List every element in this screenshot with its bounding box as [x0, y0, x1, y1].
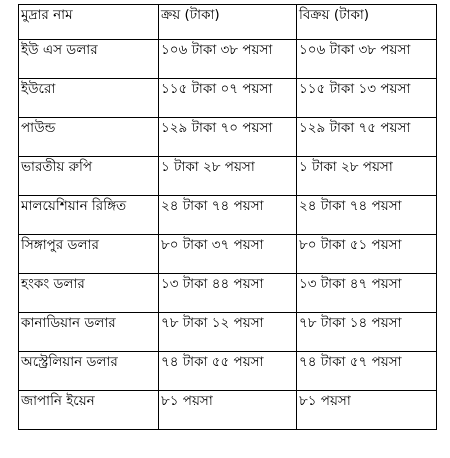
sell-rate-cell: ৭৪ টাকা ৫৭ পয়সা	[297, 352, 437, 391]
table-row	[19, 40, 437, 79]
exchange-rate-table	[18, 4, 437, 430]
sell-rate-cell: ৭৮ টাকা ১৪ পয়সা	[297, 313, 437, 352]
header-currency-name: মুদ্রার নাম	[19, 5, 159, 40]
sell-rate-cell: ১২৯ টাকা ৭৫ পয়সা	[297, 118, 437, 157]
buy-rate-cell: ৭৪ টাকা ৫৫ পয়সা	[159, 352, 297, 391]
table-header-row	[19, 5, 437, 40]
table-row	[19, 118, 437, 157]
header-buy-rate: ক্রয় (টাকা)	[159, 5, 297, 40]
table-row	[19, 313, 437, 352]
buy-rate-cell: ৮১ পয়সা	[159, 391, 297, 430]
buy-rate-cell: ৭৮ টাকা ১২ পয়সা	[159, 313, 297, 352]
table-row	[19, 157, 437, 196]
buy-rate-cell: ২৪ টাকা ৭৪ পয়সা	[159, 196, 297, 235]
buy-rate-cell: ১১৫ টাকা ০৭ পয়সা	[159, 79, 297, 118]
currency-name-cell: ভারতীয় রুপি	[19, 157, 159, 196]
header-sell-rate: বিক্রয় (টাকা)	[297, 5, 437, 40]
sell-rate-cell: ৮১ পয়সা	[297, 391, 437, 430]
currency-name-cell: কানাডিয়ান ডলার	[19, 313, 159, 352]
buy-rate-cell: ১ টাকা ২৮ পয়সা	[159, 157, 297, 196]
currency-name-cell: পাউন্ড	[19, 118, 159, 157]
table-row	[19, 196, 437, 235]
sell-rate-cell: ১১৫ টাকা ১৩ পয়সা	[297, 79, 437, 118]
table-row	[19, 391, 437, 430]
cut-off-footnote-text	[18, 448, 436, 458]
sell-rate-cell: ১০৬ টাকা ৩৮ পয়সা	[297, 40, 437, 79]
buy-rate-cell: ৮০ টাকা ৩৭ পয়সা	[159, 235, 297, 274]
buy-rate-cell: ১০৬ টাকা ৩৮ পয়সা	[159, 40, 297, 79]
table-row	[19, 235, 437, 274]
currency-name-cell: ইউরো	[19, 79, 159, 118]
sell-rate-cell: ১ টাকা ২৮ পয়সা	[297, 157, 437, 196]
buy-rate-cell: ১২৯ টাকা ৭০ পয়সা	[159, 118, 297, 157]
currency-name-cell: অস্ট্রেলিয়ান ডলার	[19, 352, 159, 391]
currency-name-cell: হংকং ডলার	[19, 274, 159, 313]
buy-rate-cell: ১৩ টাকা ৪৪ পয়সা	[159, 274, 297, 313]
currency-name-cell: জাপানি ইয়েন	[19, 391, 159, 430]
table-row	[19, 79, 437, 118]
table-row	[19, 274, 437, 313]
currency-name-cell: ইউ এস ডলার	[19, 40, 159, 79]
sell-rate-cell: ২৪ টাকা ৭৪ পয়সা	[297, 196, 437, 235]
currency-name-cell: সিঙ্গাপুর ডলার	[19, 235, 159, 274]
table-row	[19, 352, 437, 391]
sell-rate-cell: ৮০ টাকা ৫১ পয়সা	[297, 235, 437, 274]
sell-rate-cell: ১৩ টাকা ৪৭ পয়সা	[297, 274, 437, 313]
currency-name-cell: মালয়েশিয়ান রিঙ্গিত	[19, 196, 159, 235]
